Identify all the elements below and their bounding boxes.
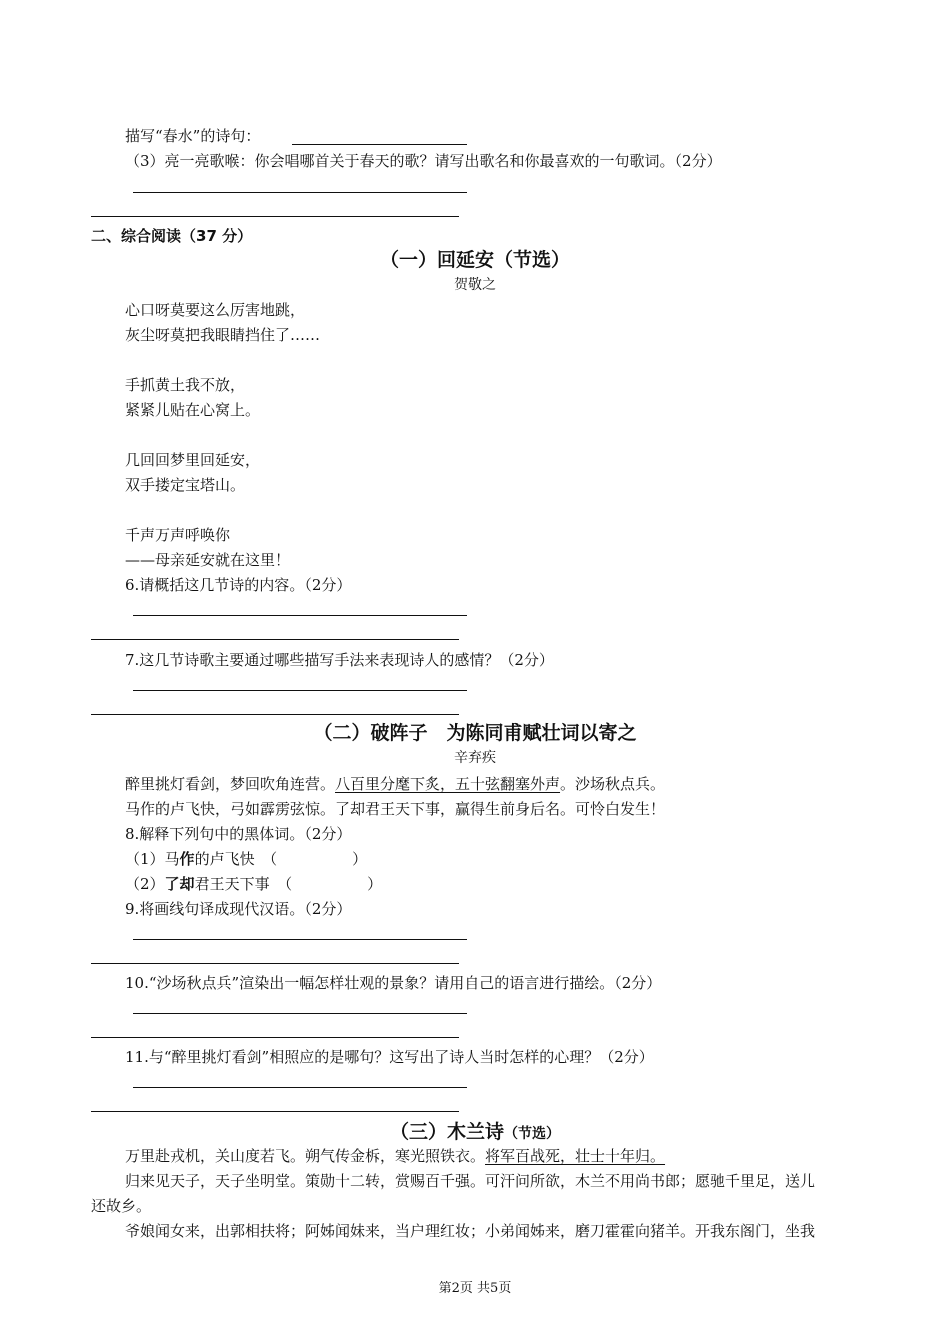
answer-line-q6[interactable] (133, 615, 467, 616)
bold-word: 作 (179, 850, 195, 868)
mulan-paragraph-1 (125, 1146, 665, 1166)
question-9: 9.将画线句译成现代汉语。（2分） (125, 900, 352, 918)
ci-line-2: 马作的卢飞快，弓如霹雳弦惊。了却君王天下事，赢得生前身后名。可怜白发生！ (125, 800, 666, 818)
answer-line-q11-2[interactable] (91, 1111, 459, 1112)
mulan-text: 万里赴戎机，关山度若飞。朔气传金柝，寒光照铁衣。 (125, 1147, 486, 1165)
question-8-1 (125, 849, 367, 869)
q8-2-prefix: （2） (125, 875, 165, 893)
question-11: 11.与“醉里挑灯看剑”相照应的是哪句？这写出了诗人当时怎样的心理？（2分） (125, 1048, 654, 1066)
underlined-sentence: 八百里分麾下炙，五十弦翻塞外声 (335, 775, 561, 793)
bold-word: 了却 (164, 875, 195, 893)
answer-line-q7-2[interactable] (91, 714, 459, 715)
answer-line-q9-2[interactable] (91, 963, 459, 964)
poem-line: 灰尘呀莫把我眼睛挡住了…… (125, 326, 321, 344)
spring-water-prompt (125, 126, 260, 146)
question-8-2 (125, 874, 382, 894)
q8-2-suffix: 君王天下事 （ ） (194, 875, 383, 893)
poem-line: 几回回梦里回延安， (125, 451, 261, 469)
answer-line-q3[interactable] (133, 192, 467, 193)
underlined-sentence: 将军百战死，壮士十年归。 (485, 1147, 666, 1165)
poem-line: 双手搂定宝塔山。 (125, 476, 246, 494)
passage-3-title-main: （三）木兰诗 (389, 1121, 504, 1143)
ci-text: 醉里挑灯看剑，梦回吹角连营。 (125, 775, 336, 793)
passage-3-title-note: （节选） (504, 1126, 560, 1142)
poem-line: ——母亲延安就在这里！ (125, 551, 291, 569)
q8-1-suffix: 的卢飞快 （ ） (194, 850, 368, 868)
answer-line-q10[interactable] (133, 1013, 467, 1014)
spring-water-label: 描写“春水”的诗句： (125, 127, 261, 145)
question-8: 8.解释下列句中的黑体词。（2分） (125, 825, 352, 843)
question-7: 7.这几节诗歌主要通过哪些描写手法来表现诗人的感情？（2分） (125, 651, 554, 669)
poem-line: 心口呀莫要这么厉害地跳， (125, 301, 306, 319)
question-10: 10.“沙场秋点兵”渲染出一幅怎样壮观的景象？请用自己的语言进行描绘。（2分） (125, 974, 662, 992)
ci-text: 。沙场秋点兵。 (560, 775, 666, 793)
question-3: （3）亮一亮歌喉：你会唱哪首关于春天的歌？请写出歌名和你最喜欢的一句歌词。（2分） (125, 152, 722, 170)
q8-1-prefix: （1）马 (125, 850, 180, 868)
passage-3-title (0, 1120, 950, 1146)
section-2-heading: 二、综合阅读（37 分） (91, 227, 253, 245)
mulan-paragraph-2-cont: 还故乡。 (91, 1197, 152, 1215)
mulan-paragraph-2: 归来见天子，天子坐明堂。策勋十二转，赏赐百千强。可汗问所欲，木兰不用尚书郎；愿驰千里足，送儿 (125, 1172, 816, 1190)
answer-line-spring-water[interactable] (292, 144, 467, 145)
answer-line-q6-2[interactable] (91, 639, 459, 640)
passage-2-title: （二）破阵子 为陈同甫赋壮词以寄之 (313, 722, 637, 744)
passage-2-author: 辛弃疾 (454, 750, 496, 766)
answer-line-q11[interactable] (133, 1087, 467, 1088)
poem-line: 手抓黄土我不放， (125, 376, 246, 394)
question-6: 6.请概括这几节诗的内容。（2分） (125, 576, 352, 594)
answer-line-q10-2[interactable] (91, 1037, 459, 1038)
answer-line-q9[interactable] (133, 939, 467, 940)
poem-line: 千声万声呼唤你 (125, 526, 231, 544)
answer-line-q7[interactable] (133, 690, 467, 691)
poem-line: 紧紧儿贴在心窝上。 (125, 401, 261, 419)
section-divider (91, 216, 459, 217)
passage-1-author: 贺敬之 (454, 277, 496, 293)
passage-1-title: （一）回延安（节选） (379, 249, 570, 271)
mulan-paragraph-3: 爷娘闻女来，出郭相扶将；阿姊闻妹来，当户理红妆；小弟闻姊来，磨刀霍霍向猪羊。开我东阁门，坐我 (125, 1222, 816, 1240)
ci-line-1 (125, 774, 665, 794)
page-number: 第2页 共5页 (438, 1281, 512, 1296)
